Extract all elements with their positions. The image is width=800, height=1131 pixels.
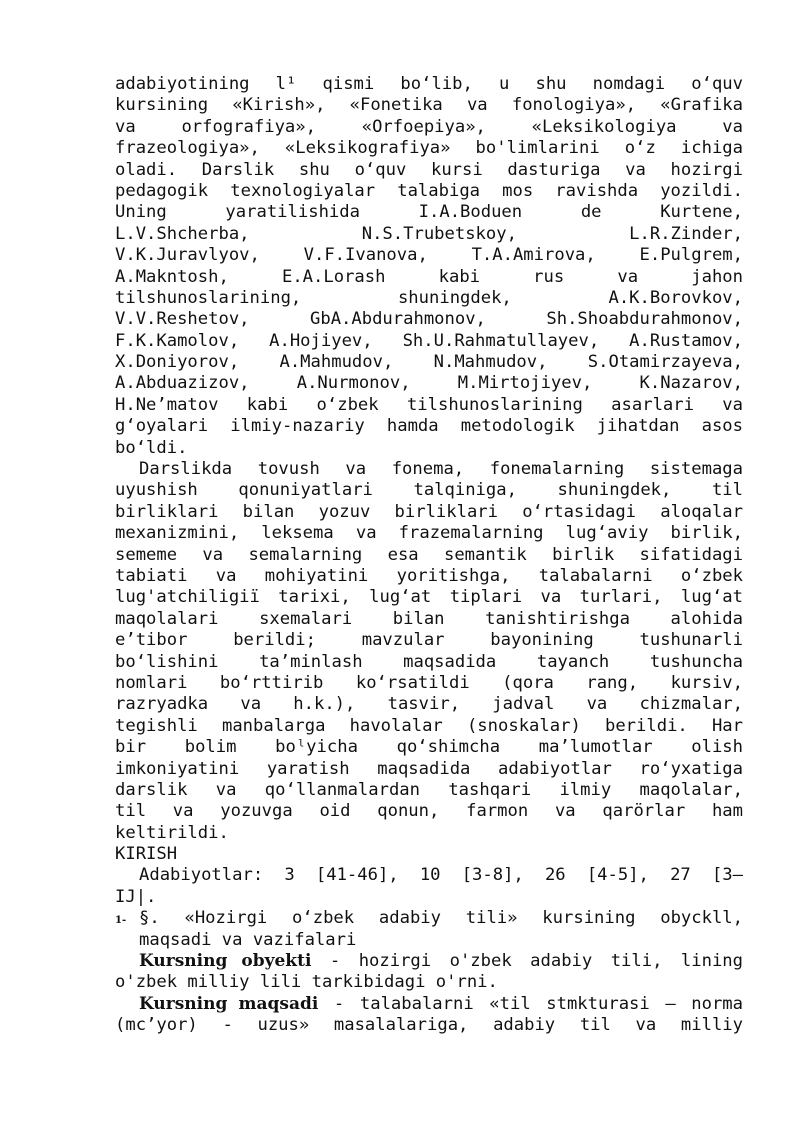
text-line: oladi. Darslik shu o‘quv kursi dasturiga va hozirgi <box>115 159 743 180</box>
text-line: e’tibor berildi; mavzular bayonining tushunarli <box>115 630 743 651</box>
obyekt-line-cont: o'zbek milliy lili tarkibidagi o'rni. <box>115 972 498 993</box>
maqsad-line <box>115 994 743 1015</box>
text-line: adabiyotining l¹ qismi bo‘lib, u shu nomdagi o‘quv <box>115 74 743 94</box>
document-page <box>115 74 743 1037</box>
text-line: Darslikda tovush va fonema, fonemalarning sistemaga <box>139 459 743 480</box>
text-line: birliklari bilan yozuv birliklari o‘rtasidagi aloqalar <box>115 501 743 522</box>
text-line: sememe va semalarning esa semantik birlik sifatidagi <box>115 544 743 565</box>
text-line: V.K.Juravlyov, V.F.Ivanova, T.A.Amirova, E.Pulgrem, <box>115 245 743 266</box>
text-line: frazeologiya», «Leksikografiya» bo'limlarini o‘z ichiga <box>115 138 743 159</box>
text-line: H.Ne’matov kabi o‘zbek tilshunoslarining asarlari va <box>115 394 743 415</box>
paragraph-darslik <box>115 459 743 844</box>
text-line: razryadka va h.k.), tasvir, jadval va chizmalar, <box>115 694 743 715</box>
text-line: V.V.Reshetov, GbA.Abdurahmonov, Sh.Shoabdurahmonov, <box>115 309 743 330</box>
text-line: bo‘ldi. <box>115 437 188 458</box>
text-line: va orfografiya», «Orfoepiya», «Leksikologiya va <box>115 116 743 137</box>
text-line: darslik va qo‘llanmalardan tashqari ilmiy maqolalar, <box>115 779 743 800</box>
maqsad-text: - talabalarni «til stmkturasi — norma <box>318 993 744 1014</box>
text-line: g‘oyalari ilmiy-nazariy hamda metodologik jihatdan asos <box>115 416 743 437</box>
text-line: bir bolim boˡyicha qo‘shimcha ma’lumotlar olish <box>115 737 743 758</box>
text-line: tegishli manbalarga havolalar (snoskalar) berildi. Har <box>115 715 743 736</box>
section-heading: KIRISH <box>115 844 178 865</box>
section-title-cont: maqsadi va vazifalari <box>139 929 357 950</box>
text-line: A.Abduazizov, A.Nurmonov, M.Mirtojiyev, K.Nazarov, <box>115 373 743 394</box>
text-line: bo‘lishini ta’minlash maqsadida tayanch tushuncha <box>115 651 743 672</box>
text-line: keltirildi. <box>115 822 229 843</box>
text-line: tilshunoslarining, shuningdek, A.K.Borovkov, <box>115 287 743 308</box>
text-line: maqolalari sxemalari bilan tanishtirishga alohida <box>115 608 743 629</box>
section-number: 1- <box>115 915 127 927</box>
section-title <box>115 908 743 929</box>
text-line: kursining «Kirish», «Fonetika va fonologiya», «Grafika <box>115 95 743 116</box>
text-line: A.Makntosh, E.A.Lorash kabi rus va jahon <box>115 266 743 287</box>
references-line: Adabiyotlar: 3 [41-46], 10 [3-8], 26 [4-5], 27 [3— <box>139 865 743 886</box>
obyekt-text: - hozirgi o'zbek adabiy tili, lining <box>311 951 743 972</box>
text-line: Uning yaratilishida I.A.Boduen de Kurtene, <box>115 202 743 223</box>
text-line: mexanizmini, leksema va frazemalarning lug‘aviy birlik, <box>115 523 743 544</box>
paragraph-intro <box>115 74 743 459</box>
text-line: lug'atchiligiï tarixi, lug‘at tiplari va turlari, lug‘at <box>115 587 743 608</box>
text-line: uyushish qonuniyatlari talqiniga, shuningdek, til <box>115 480 743 501</box>
text-line: til va yozuvga oid qonun, farmon va qarörlar ham <box>115 801 743 822</box>
maqsad-label: Kursning maqsadi <box>139 993 319 1014</box>
text-line: pedagogik texnologiyalar talabiga mos ravishda yozildi. <box>115 180 743 201</box>
text-line: imkoniyatini yaratish maqsadida adabiyotlar ro‘yxatiga <box>115 758 743 779</box>
maqsad-line-cont: (mc’yor) - uzus» masalalariga, adabiy til va milliy <box>115 1015 743 1036</box>
text-line: L.V.Shcherba, N.S.Trubetskoy, L.R.Zinder, <box>115 223 743 244</box>
section-title-text: §. «Hozirgi o‘zbek adabiy tili» kursining obyckll, <box>139 908 743 929</box>
text-line: F.K.Kamolov, A.Hojiyev, Sh.U.Rahmatullayev, A.Rustamov, <box>115 330 743 351</box>
text-line: tabiati va mohiyatini yoritishga, talabalarni o‘zbek <box>115 565 743 586</box>
text-line: X.Doniyorov, A.Mahmudov, N.Mahmudov, S.Otamirzayeva, <box>115 352 743 373</box>
obyekt-label: Kursning obyekti <box>139 951 312 972</box>
references-line-cont: IJ|. <box>115 886 157 907</box>
text-line: nomlari bo‘rttirib ko‘rsatildi (qora rang, kursiv, <box>115 672 743 693</box>
obyekt-line <box>115 951 743 972</box>
